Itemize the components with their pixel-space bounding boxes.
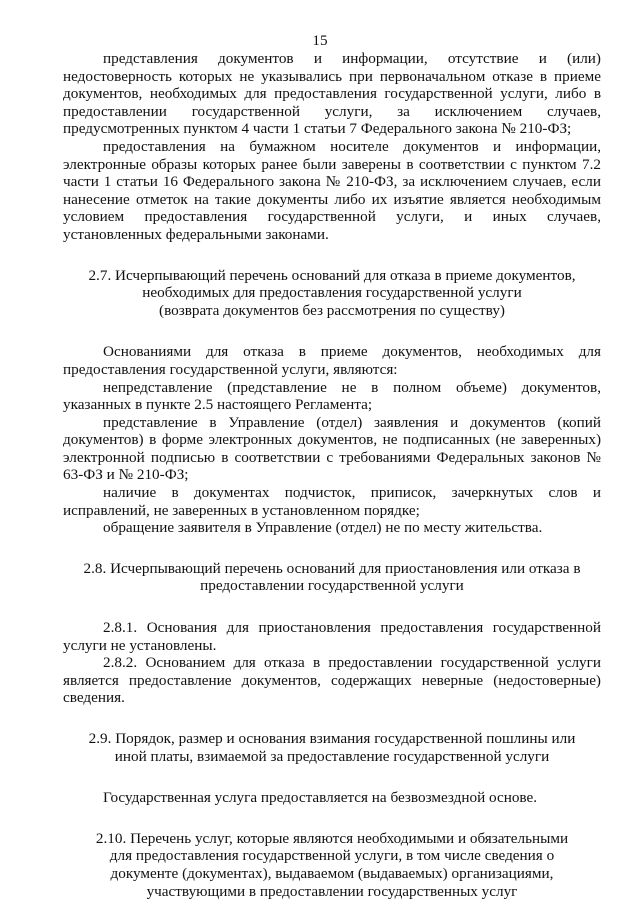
section-2-7-paragraph: представление в Управление (отдел) заявления и документов (копий документов) в форме электронных документов, не подписанных (не заверенных) электронной подписью в соответствии с требованиями Федеральных законов № 63-ФЗ и № 210-ФЗ; — [63, 413, 601, 484]
page-content — [63, 50, 601, 900]
page-number: 15 — [312, 32, 328, 49]
section-2-10-heading: 2.10. Перечень услуг, которые являются необходимыми и обязательными для предоставления государственной услуги, в том числе сведения о документе (документах), выдаваемом (выдаваемых) организациями, участвующими в предоставлении государственных услуг — [95, 829, 569, 900]
section-2-7-paragraph: наличие в документах подчисток, приписок, зачеркнутых слов и исправлений, не заверенных в установленном порядке; — [63, 484, 601, 519]
section-2-7-heading-sub: (возврата документов без рассмотрения по существу) — [159, 301, 505, 319]
section-2-9-heading: 2.9. Порядок, размер и основания взимания государственной пошлины или иной платы, взимаемой за предоставление государственной услуги — [88, 730, 576, 765]
section-2-8-paragraph: 2.8.2. Основанием для отказа в предоставлении государственной услуги является предоставление документов, содержащих неверные (недостоверные) сведения. — [63, 654, 601, 707]
section-2-8-paragraph: 2.8.1. Основания для приостановления предоставления государственной услуги не установлены. — [63, 619, 601, 654]
intro-paragraph-2: предоставления на бумажном носителе документов и информации, электронные образы которых ранее были заверены в соответствии с пунктом 7.2 части 1 статьи 16 Федерального закона № 210-ФЗ, за исключением случаев, если нанесение отметок на такие документы либо их изъятие является необходимым условием предоставления государственной услуги, и иных случаев, установленных федеральными законами. — [63, 137, 601, 243]
section-2-7-heading: 2.7. Исчерпывающий перечень оснований для отказа в приеме документов, необходимых для предоставления государственной услуги — [88, 266, 576, 302]
section-2-8-heading: 2.8. Исчерпывающий перечень оснований для приостановления или отказа в предоставлении государственной услуги — [83, 559, 581, 595]
section-2-7-paragraph: непредставление (представление не в полном объеме) документов, указанных в пункте 2.5 настоящего Регламента; — [63, 378, 601, 414]
intro-paragraph-1: представления документов и информации, отсутствие и (или) недостоверность которых не указывались при первоначальном отказе в приеме документов, необходимых для предоставления государственной услуги, либо в предоставлении государственной услуги, за исключением случаев, предусмотренных пунктом 4 части 1 статьи 7 Федерального закона № 210-ФЗ; — [63, 50, 601, 138]
section-2-7-paragraph: обращение заявителя в Управление (отдел) не по месту жительства. — [103, 519, 543, 537]
section-2-9-paragraph: Государственная услуга предоставляется на безвозмездной основе. — [103, 789, 538, 807]
section-2-7-paragraph: Основаниями для отказа в приеме документов, необходимых для предоставления государственной услуги, являются: — [63, 343, 601, 378]
